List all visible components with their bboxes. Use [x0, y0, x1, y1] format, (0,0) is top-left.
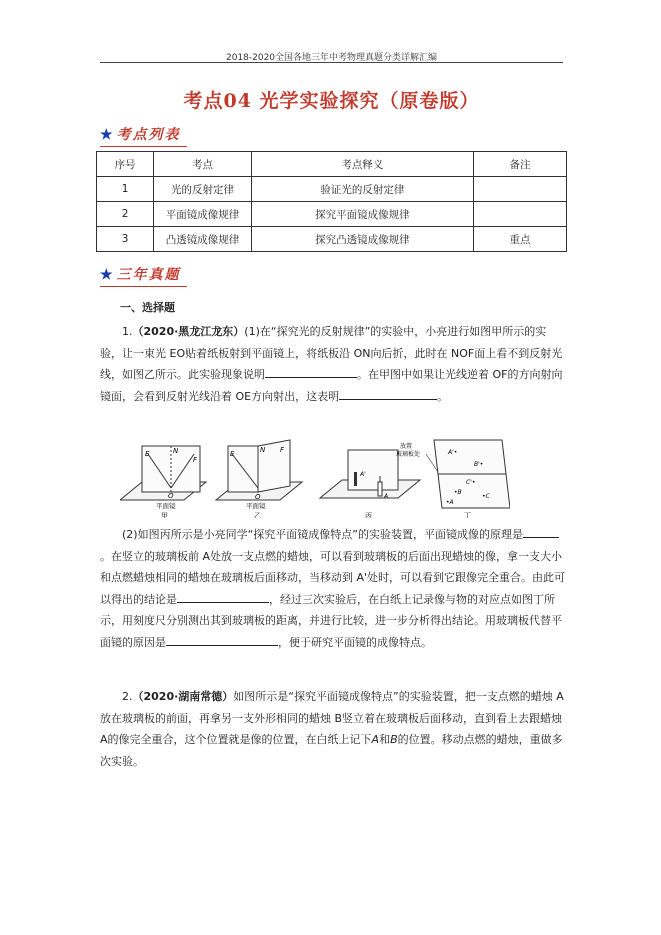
question-text: (2)如图丙所示是小亮同学“探究平面镜成像特点”的实验装置，平面镜成像的原理是	[122, 528, 523, 541]
table-header-row	[97, 152, 567, 177]
table-cell: 3	[97, 227, 154, 252]
header-rule	[100, 62, 563, 63]
figure-bing	[320, 450, 420, 518]
question-text: ，经过三次实验后，在白纸上记录像与物的对应点如图丁所示，用刻度尺分别测出其到玻璃板的距离，并进行比较，进一步分析得出结论。用玻璃板代替平面镜的原因是	[100, 592, 562, 649]
label-a-prime: A'	[360, 471, 366, 478]
question-text: 。在竖立的玻璃板前 A处放一支点燃的蜡烛，可以看到玻璃板的后面出现蜡烛的像，拿一支大小和点燃蜡烛相同的蜡烛在玻璃板后面移动，当移动到 A'处时，可以看到它跟像完全重合。由此可以得出的结论是	[100, 549, 566, 606]
table-cell: 2	[97, 202, 154, 227]
figure-jia	[120, 446, 206, 518]
table-cell	[473, 177, 566, 202]
table-cell: 光的反射定律	[154, 177, 252, 202]
table-header-cell: 序号	[97, 152, 154, 177]
section-heading-exams	[100, 264, 181, 284]
question-text: ，便于研究平面镜的成像特点。	[278, 635, 432, 649]
section-underline	[100, 146, 187, 147]
table-header-cell: 备注	[473, 152, 566, 177]
question-text: 。在甲图中如果让光线逆着 OF的方向射向镜面，会看到反射光线沿着 OE方向射出，这表明	[100, 368, 563, 403]
table-cell: 探究平面镜成像规律	[251, 202, 473, 227]
glass-label-2: 玻璃板处	[396, 451, 421, 458]
table-cell: 平面镜成像规律	[154, 202, 252, 227]
point-a: •A	[446, 499, 454, 506]
experiment-diagram	[120, 436, 510, 518]
answer-blank[interactable]	[166, 633, 278, 646]
point-b: •B	[454, 489, 462, 496]
table-cell: 探究凸透镜成像规律	[251, 227, 473, 252]
page-title: 考点04 光学实验探究（原卷版）	[183, 90, 480, 112]
point-a-prime: A'•	[448, 449, 458, 456]
answer-blank[interactable]	[339, 387, 437, 400]
glass-label-1: 放置	[400, 443, 413, 450]
label-e: E	[145, 450, 150, 458]
table-row	[97, 177, 567, 202]
table-cell: 凸透镜成像规律	[154, 227, 252, 252]
section-heading-label: 考点列表	[116, 127, 181, 143]
experiment-figure	[120, 436, 510, 522]
table-row	[97, 227, 567, 252]
label-n: N	[173, 447, 179, 455]
label-n: N	[260, 446, 266, 454]
figure-yi	[216, 440, 302, 518]
label-b: B	[390, 733, 398, 746]
section-heading-label: 三年真题	[116, 267, 181, 283]
table-header-cell: 考点	[154, 152, 252, 177]
figure-label: 甲	[161, 512, 168, 518]
answer-blank[interactable]	[177, 590, 269, 603]
table-cell: 重点	[473, 227, 566, 252]
label-f: F	[193, 456, 198, 464]
figure-label: 丙	[365, 512, 372, 518]
conjunction: 和	[379, 733, 391, 746]
subsection-title: 一、选择题	[120, 301, 175, 314]
section-heading-topics	[100, 124, 181, 144]
question-source: （2020·湖南常德）	[132, 690, 234, 703]
figure-label: 丁	[464, 512, 471, 518]
table-cell: 验证光的反射定律	[251, 177, 473, 202]
question-number: 1.	[122, 325, 133, 338]
answer-blank[interactable]	[523, 525, 559, 538]
section-underline	[100, 286, 187, 287]
question-source: （2020·黑龙江龙东）	[132, 325, 245, 338]
figure-ding	[396, 440, 510, 518]
question-text: 。	[437, 389, 449, 403]
question-1-part-1	[100, 321, 568, 407]
label-o: O	[255, 493, 261, 501]
question-1-part-2	[100, 524, 568, 653]
question-number: 2.	[122, 690, 133, 703]
star-icon: ★	[100, 267, 115, 283]
mirror-label: 平面镜	[246, 502, 266, 510]
point-c-prime: C'•	[466, 479, 476, 486]
question-2	[100, 686, 568, 772]
page-header: 2018-2020全国各地三年中考物理真题分类详解汇编	[225, 53, 438, 63]
label-o: O	[168, 492, 174, 500]
mirror-label: 平面镜	[156, 502, 176, 510]
table-cell	[473, 202, 566, 227]
table-row	[97, 202, 567, 227]
answer-blank[interactable]	[265, 365, 357, 378]
point-c: •C	[482, 493, 490, 500]
table-header-cell: 考点释义	[251, 152, 473, 177]
question-text: 如图所示是“探究平面镜成像特点”的实验装置，把一支点燃的蜡烛 A放在玻璃板的前面，再拿另一支外形相同的蜡烛 B竖立着在玻璃板后面移动，直到看上去跟蜡烛 A的像完全重合，这个位置就是像的位置，在白纸上记下	[100, 690, 564, 746]
star-icon: ★	[100, 127, 115, 143]
figure-label: 乙	[254, 512, 261, 518]
label-a: A	[371, 733, 380, 746]
topics-table	[96, 151, 567, 252]
label-a: A	[384, 493, 389, 500]
question-text: (1)在“探究光的反射规律”的实验中，小亮进行如图甲所示的实验，让一束光 EO贴着纸板射到平面镜上，将纸板沿 ON向后折，此时在 NOF面上看不到反射光线，如图乙所示。此实验现象说明	[100, 325, 563, 381]
question-text: 的位置。移动点燃的蜡烛，重做多次实验。	[100, 733, 563, 768]
label-e: E	[230, 450, 235, 458]
point-b-prime: B'•	[474, 461, 484, 468]
table-cell: 1	[97, 177, 154, 202]
label-f: F	[280, 446, 285, 454]
